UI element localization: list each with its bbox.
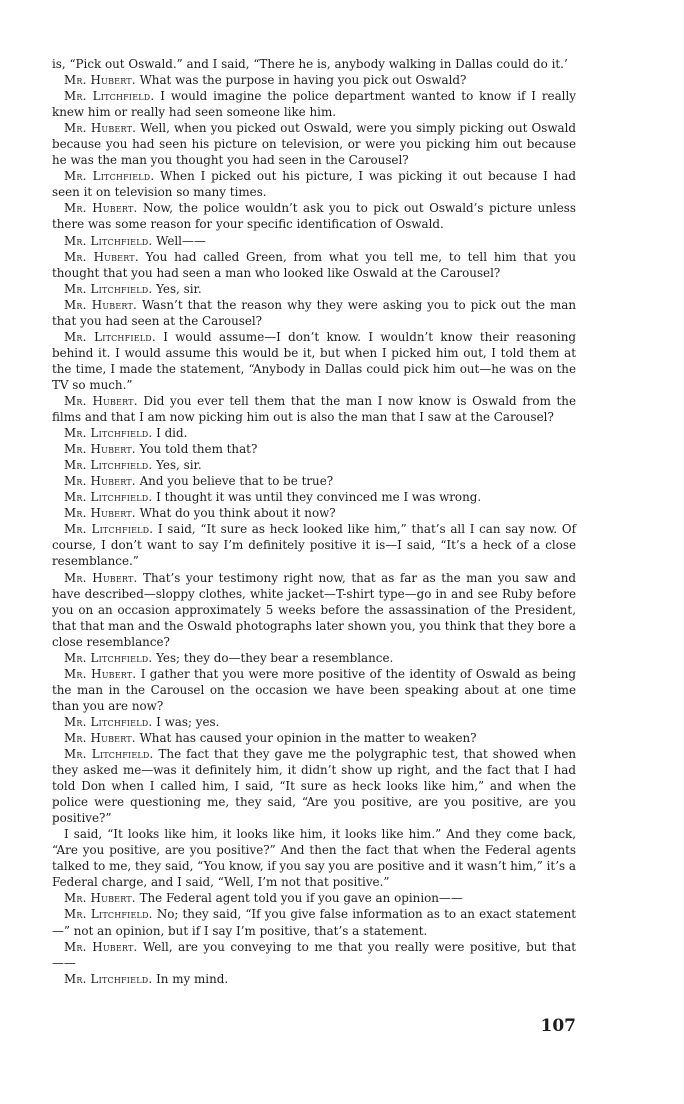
speaker-name: Mr. Hubert. (64, 730, 136, 745)
transcript-paragraph (52, 505, 576, 521)
paragraph-text: I said, “It sure as heck looked like him,” that’s all I can say now. Of course, I don’t want to say I’m definitely positive it is—I said, “It’s a heck of a close resemblance.” (52, 522, 576, 569)
transcript-paragraph (52, 56, 576, 72)
speaker-name: Mr. Hubert. (64, 201, 138, 216)
transcript-paragraph (52, 329, 576, 393)
speaker-name: Mr. Litchfield. (64, 281, 153, 296)
transcript-paragraph (52, 200, 576, 232)
transcript-paragraph (52, 441, 576, 457)
transcript-paragraph (52, 425, 576, 441)
transcript-paragraph (52, 249, 576, 281)
paragraph-text: You told them that? (139, 442, 258, 457)
transcript-paragraph (52, 88, 576, 120)
paragraph-text: I gather that you were more positive of the identity of Oswald as being the man in the Carousel on the occasion we have been speaking about at one time than you are now? (52, 666, 576, 713)
paragraph-text: What has caused your opinion in the matter to weaken? (139, 730, 477, 745)
speaker-name: Mr. Hubert. (64, 121, 137, 136)
speaker-name: Mr. Hubert. (64, 442, 136, 457)
transcript-paragraph (52, 906, 576, 938)
speaker-name: Mr. Litchfield. (64, 971, 153, 986)
paragraph-text: Wasn’t that the reason why they were asking you to pick out the man that you had seen at the Carousel? (52, 297, 576, 328)
speaker-name: Mr. Hubert. (64, 249, 139, 264)
transcript-paragraph (52, 457, 576, 473)
speaker-name: Mr. Hubert. (64, 73, 136, 88)
transcript-paragraph (52, 72, 576, 88)
speaker-name: Mr. Litchfield. (64, 907, 153, 922)
paragraph-text: That’s your testimony right now, that as far as the man you saw and have described—sloppy clothes, white jacket—T-shirt type—go in and see Ruby before you on an occasion approximately 5 weeks before the assassination of the President, that that man and the Oswald photographs later shown you, you think that they bore a close resemblance? (52, 570, 576, 649)
paragraph-text: You had called Green, from what you tell me, to tell him that you thought that you had seen a man who looked like Oswald at the Carousel? (52, 249, 577, 280)
speaker-name: Mr. Hubert. (64, 393, 138, 408)
paragraph-text: I did. (156, 426, 188, 441)
speaker-name: Mr. Hubert. (64, 506, 136, 521)
paragraph-text: The fact that they gave me the polygraphic test, that showed when they asked me—was it definitely him, it didn’t show up right, and the fact that I had told Don when I called him, I said, “It sure as heck looks like him,” and when the police were questioning me, they said, “Are you positive, are you positive, are you positive?” (52, 747, 577, 826)
transcript-paragraph (52, 971, 576, 987)
transcript-paragraph (52, 730, 576, 746)
transcript-paragraph (52, 890, 576, 906)
transcript-paragraph (52, 281, 576, 297)
speaker-name: Mr. Litchfield. (64, 747, 154, 762)
transcript-paragraph (52, 120, 576, 168)
paragraph-text: is, “Pick out Oswald.” and I said, “There he is, anybody walking in Dallas could do it.’ (52, 57, 568, 71)
paragraph-text: When I picked out his picture, I was picking it out because I had seen it on television so many times. (52, 169, 576, 200)
paragraph-text: And you believe that to be true? (139, 474, 334, 489)
transcript-paragraph (52, 473, 576, 489)
paragraph-text: I said, “It looks like him, it looks like him, it looks like him.” And they come back, “Are you positive, are you positive?” And then the fact that when the Federal agents talked to me, they said, “You know, if you say you are positive and it wasn’t him,” it’s a Federal charge, and I said, “Well, I’m not that positive.” (52, 827, 576, 890)
transcript-paragraph (52, 746, 576, 826)
transcript-paragraph (52, 939, 576, 971)
speaker-name: Mr. Hubert. (64, 939, 138, 954)
paragraph-text: Yes, sir. (156, 458, 202, 473)
speaker-name: Mr. Litchfield. (64, 650, 153, 665)
transcript-paragraph (52, 650, 576, 666)
paragraph-text: What was the purpose in having you pick out Oswald? (139, 73, 467, 88)
paragraph-text: Did you ever tell them that the man I now know is Oswald from the films and that I am now picking him out is also the man that I saw at the Carousel? (52, 393, 576, 425)
speaker-name: Mr. Litchfield. (64, 233, 153, 248)
speaker-name: Mr. Litchfield. (64, 169, 155, 184)
speaker-name: Mr. Hubert. (64, 666, 137, 681)
speaker-name: Mr. Litchfield. (64, 522, 154, 537)
speaker-name: Mr. Hubert. (64, 297, 137, 312)
speaker-name: Mr. Litchfield. (64, 329, 156, 344)
paragraph-text: I was; yes. (156, 714, 220, 729)
transcript-paragraph (52, 489, 576, 505)
paragraph-text: No; they said, “If you give false information as to an exact statement—” not an opinion, but if I say I’m positive, that’s a statement. (52, 907, 577, 938)
paragraph-text: I would imagine the police department wanted to know if I really knew him or really had seen someone like him. (52, 89, 576, 120)
paragraph-text: I would assume—I don’t know. I wouldn’t know their reasoning behind it. I would assume this would be it, but when I picked him out, I told them at the time, I made the statement, “Anybody in Dallas could pick him out—he was on the TV so much.” (52, 329, 576, 392)
paragraph-text: Well, are you conveying to me that you really were positive, but that—— (52, 939, 576, 970)
transcript-paragraph (52, 826, 576, 890)
paragraph-text: I thought it was until they convinced me I was wrong. (156, 490, 482, 505)
transcript-paragraph (52, 168, 576, 200)
paragraph-text: What do you think about it now? (139, 506, 336, 521)
paragraph-text: In my mind. (156, 971, 229, 986)
paragraph-text: Yes; they do—they bear a resemblance. (156, 650, 394, 665)
transcript-paragraph (52, 714, 576, 730)
paragraph-text: Well, when you picked out Oswald, were you simply picking out Oswald because you had seen his picture on television, or were you picking him out because he was the man you thought you had seen in the Carousel? (52, 121, 576, 168)
paragraph-text: Well—— (156, 233, 206, 248)
speaker-name: Mr. Litchfield. (64, 426, 153, 441)
speaker-name: Mr. Litchfield. (64, 490, 153, 505)
speaker-name: Mr. Hubert. (64, 891, 136, 906)
transcript-paragraph (52, 297, 576, 329)
transcript-paragraph (52, 233, 576, 249)
transcript-page (52, 56, 576, 987)
page-number: 107 (540, 1016, 576, 1036)
speaker-name: Mr. Litchfield. (64, 458, 153, 473)
paragraph-text: Yes, sir. (156, 281, 202, 296)
speaker-name: Mr. Hubert. (64, 474, 136, 489)
transcript-paragraph (52, 393, 576, 425)
transcript-paragraph (52, 521, 576, 569)
speaker-name: Mr. Litchfield. (64, 89, 155, 104)
paragraph-text: The Federal agent told you if you gave an opinion—— (139, 891, 463, 906)
speaker-name: Mr. Hubert. (64, 570, 138, 585)
paragraph-text: Now, the police wouldn’t ask you to pick out Oswald’s picture unless there was some reason for your specific identification of Oswald. (52, 201, 576, 232)
speaker-name: Mr. Litchfield. (64, 714, 153, 729)
transcript-paragraph (52, 570, 576, 650)
transcript-paragraph (52, 666, 576, 714)
